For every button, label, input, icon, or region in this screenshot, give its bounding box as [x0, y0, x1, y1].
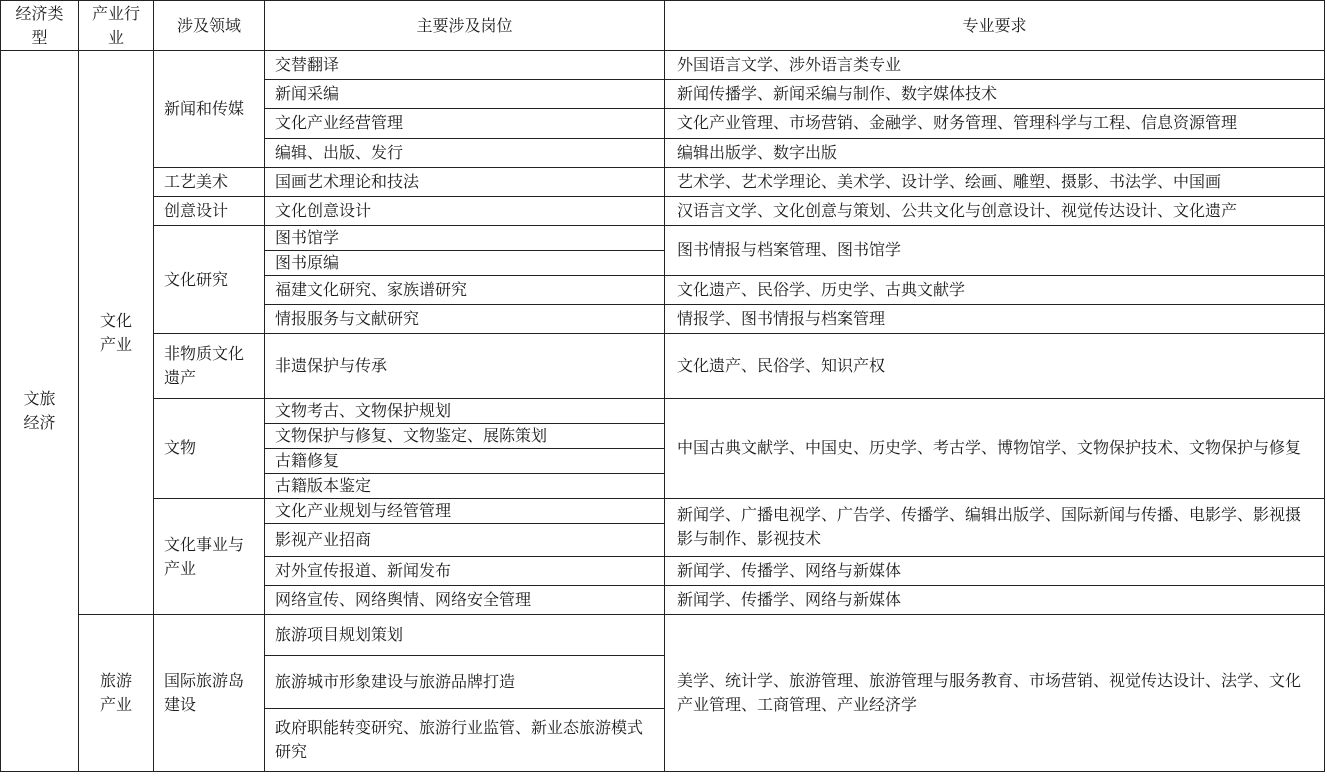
requirement-cell: 文化遗产、民俗学、历史学、古典文献学: [665, 276, 1325, 305]
position-cell: 文物保护与修复、文物鉴定、展陈策划: [265, 423, 665, 448]
field-creative-design: 创意设计: [154, 196, 265, 225]
table-row: [1, 398, 1325, 423]
position-cell: 旅游城市形象建设与旅游品牌打造: [265, 656, 665, 708]
requirement-cell: 新闻学、传播学、网络与新媒体: [665, 557, 1325, 586]
position-cell: 古籍版本鉴定: [265, 473, 665, 498]
requirement-cell: 图书情报与档案管理、图书馆学: [665, 225, 1325, 275]
position-cell: 文化创意设计: [265, 196, 665, 225]
position-cell: 新闻采编: [265, 80, 665, 109]
field-relics: 文物: [154, 398, 265, 498]
table-row: [1, 167, 1325, 196]
table-row: [1, 51, 1325, 80]
position-cell: 交替翻译: [265, 51, 665, 80]
table-row: [1, 196, 1325, 225]
field-craft-art: 工艺美术: [154, 167, 265, 196]
requirement-cell: 中国古典文献学、中国史、历史学、考古学、博物馆学、文物保护技术、文物保护与修复: [665, 398, 1325, 498]
position-cell: 文物考古、文物保护规划: [265, 398, 665, 423]
requirement-cell: 新闻学、传播学、网络与新媒体: [665, 586, 1325, 615]
field-culture-research: 文化研究: [154, 225, 265, 333]
position-cell: 情报服务与文献研究: [265, 305, 665, 334]
requirement-cell: 外国语言文学、涉外语言类专业: [665, 51, 1325, 80]
requirement-cell: 新闻学、广播电视学、广告学、传播学、编辑出版学、国际新闻与传播、电影学、影视摄影与制作、影视技术: [665, 498, 1325, 556]
industry-culture-cell: 文化产业: [79, 51, 154, 615]
requirement-cell: 汉语言文学、文化创意与策划、公共文化与创意设计、视觉传达设计、文化遗产: [665, 196, 1325, 225]
field-news-media: 新闻和传媒: [154, 51, 265, 167]
requirement-cell: 美学、统计学、旅游管理、旅游管理与服务教育、市场营销、视觉传达设计、法学、文化产业管理、工商管理、产业经济学: [665, 615, 1325, 772]
table-row: [1, 225, 1325, 250]
header-field: 涉及领域: [154, 1, 265, 51]
requirement-cell: 情报学、图书情报与档案管理: [665, 305, 1325, 334]
requirement-cell: 新闻传播学、新闻采编与制作、数字媒体技术: [665, 80, 1325, 109]
position-cell: 图书馆学: [265, 225, 665, 250]
economy-type-cell: 文旅经济: [1, 51, 79, 772]
requirement-cell: 编辑出版学、数字出版: [665, 138, 1325, 167]
position-cell: 古籍修复: [265, 448, 665, 473]
header-positions: 主要涉及岗位: [265, 1, 665, 51]
requirement-cell: 艺术学、艺术学理论、美术学、设计学、绘画、雕塑、摄影、书法学、中国画: [665, 167, 1325, 196]
position-cell: 影视产业招商: [265, 523, 665, 556]
requirement-cell: 文化产业管理、市场营销、金融学、财务管理、管理科学与工程、信息资源管理: [665, 109, 1325, 138]
position-cell: 国画艺术理论和技法: [265, 167, 665, 196]
header-industry: 产业行业: [79, 1, 154, 51]
position-cell: 非遗保护与传承: [265, 334, 665, 398]
position-cell: 图书原编: [265, 250, 665, 275]
position-cell: 网络宣传、网络舆情、网络安全管理: [265, 586, 665, 615]
table-row: [1, 334, 1325, 398]
header-economy-type: 经济类型: [1, 1, 79, 51]
position-cell: 文化产业经营管理: [265, 109, 665, 138]
header-row: [1, 1, 1325, 51]
field-intangible-heritage: 非物质文化遗产: [154, 334, 265, 398]
table-row: [1, 498, 1325, 523]
requirement-cell: 文化遗产、民俗学、知识产权: [665, 334, 1325, 398]
position-cell: 福建文化研究、家族谱研究: [265, 276, 665, 305]
position-cell: 编辑、出版、发行: [265, 138, 665, 167]
position-cell: 文化产业规划与经管管理: [265, 498, 665, 523]
field-culture-business: 文化事业与产业: [154, 498, 265, 614]
position-cell: 政府职能转变研究、旅游行业监管、新业态旅游模式研究: [265, 708, 665, 771]
field-intl-tourism: 国际旅游岛建设: [154, 615, 265, 772]
position-cell: 旅游项目规划策划: [265, 615, 665, 656]
table-row: [1, 615, 1325, 656]
header-requirements: 专业要求: [665, 1, 1325, 51]
position-cell: 对外宣传报道、新闻发布: [265, 557, 665, 586]
industry-tourism-cell: 旅游产业: [79, 615, 154, 772]
